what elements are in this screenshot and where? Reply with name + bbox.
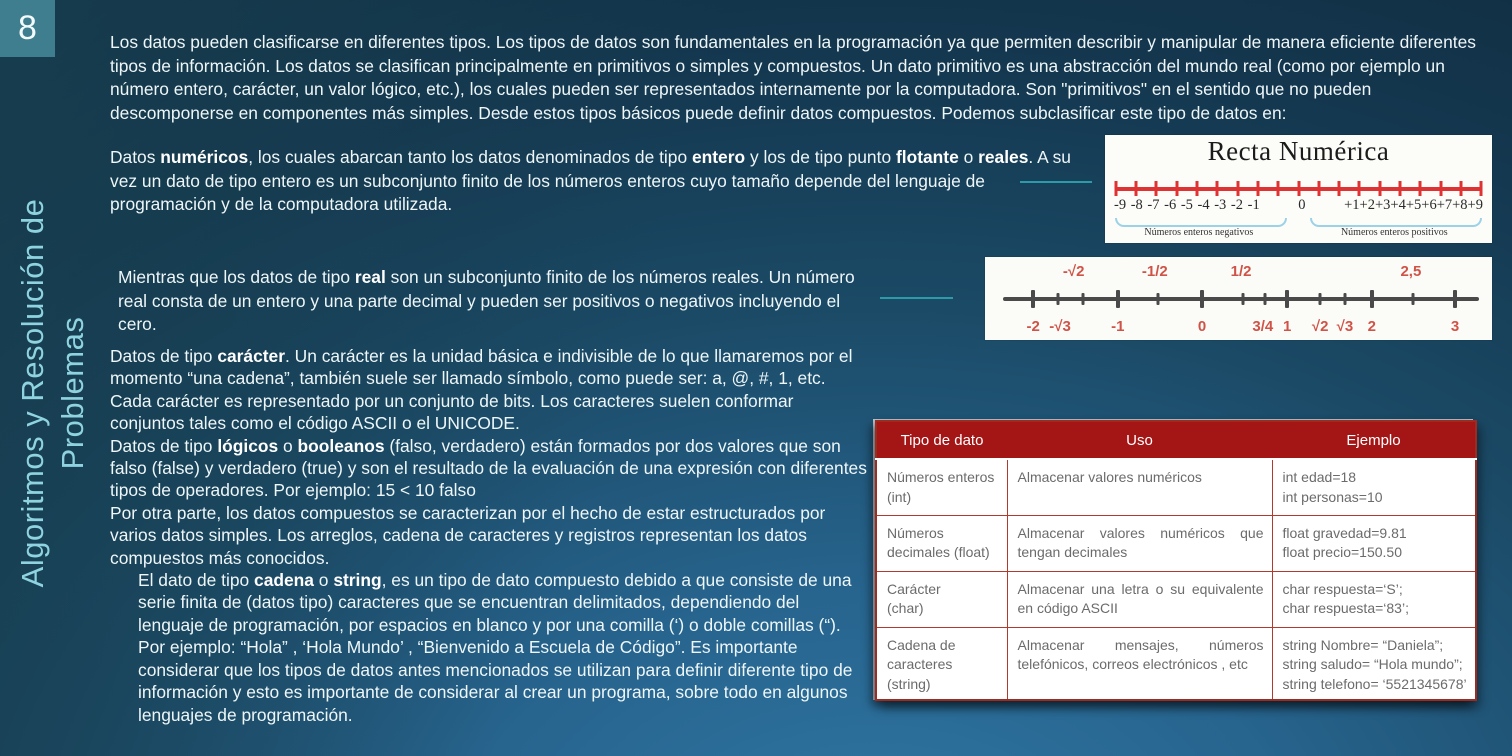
real-tick: [1263, 293, 1266, 305]
bold-term: entero: [691, 147, 746, 167]
bold-term: booleanos: [297, 435, 385, 456]
bold-term: flotante: [895, 147, 959, 167]
text-segment: Datos: [110, 147, 161, 167]
text-segment: son un subconjunto finito de los números reales. Un número real consta de un entero y una parte decimal y pueden ser positivos o negativos incluyendo el cero.: [118, 267, 855, 335]
paragraph-caracter: [110, 345, 868, 435]
cell-uso: Almacenar mensajes, números telefónicos, correos electrónicos , etc: [1007, 627, 1272, 700]
text-segment: Datos de tipo: [110, 346, 218, 366]
cell-uso: Almacenar una letra o su equivalente en código ASCII: [1007, 571, 1272, 627]
paragraph-numericos: [110, 146, 1075, 217]
cell-uso: Almacenar valores numéricos: [1007, 459, 1272, 515]
text-segment: , es un tipo de dato compuesto debido a que consiste de una serie finita de (datos tipo) caracteres que se encuentran delimitados, dependiendo del lenguaje de programación, por espacios en blanco y por una comilla (‘) o doble comillas (“). Por ejemplo: “Hola” , ‘Hola Mundo’ , “Bienvenido a Escuela de Código”. Es importante considerar que los tipos de datos antes mencionados se utilizan para definir diferente tipo de información y esto es importante de considerar al crear un programa, sobre todo en algunos lenguajes de programación.: [138, 570, 853, 725]
real-label-below: 3: [1450, 318, 1460, 335]
text-segment: Los datos pueden clasificarse en diferentes tipos. Los tipos de datos son fundamentales en la programación ya que permiten describir y manipular de manera eficiente diferentes tipos de información. Los datos se clasifican principalmente en primitivos o simples y compuestos. Un dato primitivo es una abstracción del mundo real (como por ejemplo un número entero, carácter, un valor lógico, etc.), los cuales pueden ser representados internamente por la computadora. Son "primitivos" en el sentido que no pueden descomponerse en componentes más simples. Desde estos tipos básicos puede definir datos compuestos. Podemos subclasificar este tipo de datos en:: [110, 32, 1476, 123]
text-segment: o: [278, 435, 298, 456]
cell-tipo: Números enteros (int): [876, 459, 1007, 515]
text-segment: . A su vez un dato de tipo entero es un subconjunto finito de los números enteros cuyo tamaño depende del lenguaje de programación y de la computadora utilizada.: [110, 147, 1071, 215]
integer-number-labels: [1105, 197, 1492, 214]
left-brace: [1115, 218, 1287, 227]
bold-term: real: [354, 267, 386, 287]
real-label-above: -1/2: [1141, 263, 1168, 280]
header-tipo-de-dato: Tipo de dato: [876, 421, 1007, 459]
real-tick: [1370, 290, 1374, 308]
real-label-below: √2: [1311, 318, 1329, 335]
vertical-title: [13, 113, 99, 673]
paragraph-intro: [110, 31, 1498, 125]
text-segment: (falso, verdadero) están formados por dos valores que son falso (false) y verdadero (true) y son el resultado de la evaluación de una expresión con diferentes tipos de operadores. Por ejemplo: 15 < 10 falso: [110, 435, 867, 501]
real-tick: [1411, 293, 1414, 305]
real-label-below: 2: [1367, 318, 1376, 335]
text-segment: o: [313, 570, 334, 591]
table-row: [876, 515, 1476, 571]
zero-label: 0: [1298, 197, 1306, 213]
table-row: [876, 459, 1476, 515]
paragraph-compuestos: [110, 502, 868, 569]
real-tick: [1081, 293, 1084, 305]
real-tick: [1116, 290, 1120, 308]
data-types-table-wrap: [875, 420, 1475, 701]
text-block: [110, 345, 868, 726]
paragraph-reales: [118, 266, 868, 337]
text-segment: Mientras que los datos de tipo: [118, 267, 355, 287]
real-label-above: 1/2: [1230, 263, 1252, 280]
integer-number-line-bar: [1115, 187, 1483, 191]
vertical-title-line1: Algoritmos y Resolución de: [15, 198, 50, 588]
right-brace: [1310, 218, 1482, 227]
real-tick: [1156, 293, 1159, 305]
text-segment: y los de tipo punto: [745, 147, 896, 167]
header-uso: Uso: [1007, 421, 1272, 459]
real-tick: [1031, 290, 1035, 308]
page-number: 8: [18, 9, 37, 47]
header-ejemplo: Ejemplo: [1272, 421, 1476, 459]
text-segment: Por otra parte, los datos compuestos se caracterizan por el hecho de estar estructurados por varios datos simples. Los arreglos, cadena de caracteres y registros representan los datos compuestos más conocidos.: [110, 502, 826, 568]
real-label-below: 1: [1283, 318, 1292, 335]
real-tick: [1057, 293, 1060, 305]
negative-integers-label: -9 -8 -7 -6 -5 -4 -3 -2 -1: [1114, 197, 1260, 213]
text-segment: , los cuales abarcan tanto los datos denominados de tipo: [248, 147, 692, 167]
cell-ejemplo: int edad=18 int personas=10: [1272, 459, 1476, 515]
real-label-below: 3/4: [1252, 318, 1274, 335]
vertical-title-line2: Problemas: [54, 316, 90, 470]
table-row: [876, 571, 1476, 627]
data-types-table: [875, 420, 1477, 701]
real-tick: [1453, 290, 1457, 308]
cell-ejemplo: string Nombre= “Daniela”; string saludo= “Hola mundo”; string telefono= ‘5521345678’: [1272, 627, 1476, 700]
real-tick: [1200, 290, 1204, 308]
real-label-below: √3: [1336, 318, 1354, 335]
positive-brace-label: Números enteros positivos: [1340, 227, 1448, 238]
real-tick: [1319, 293, 1322, 305]
table-row: [876, 627, 1476, 700]
recta-real-image: [985, 257, 1492, 340]
negative-brace-label: Números enteros negativos: [1144, 227, 1254, 238]
recta-numerica-title: Recta Numérica: [1207, 136, 1390, 166]
real-label-below: -2: [1026, 318, 1040, 335]
bold-term: cadena: [254, 570, 314, 591]
real-label-below: -1: [1111, 318, 1125, 335]
page-number-badge: [0, 0, 55, 57]
connector-line-reales: [880, 297, 953, 299]
real-tick: [1343, 293, 1346, 305]
recta-numerica-image: [1105, 135, 1492, 243]
text-segment: El dato de tipo: [138, 570, 255, 591]
positive-integers-label: +1+2+3+4+5+6+7+8+9: [1344, 197, 1483, 213]
cell-tipo: Cadena de caracteres (string): [876, 627, 1007, 700]
cell-ejemplo: char respuesta=‘S’; char respuesta=‘83’;: [1272, 571, 1476, 627]
cell-tipo: Números decimales (float): [876, 515, 1007, 571]
cell-uso: Almacenar valores numéricos que tengan decimales: [1007, 515, 1272, 571]
real-label-below: -√3: [1049, 318, 1071, 335]
cell-ejemplo: float gravedad=9.81 float precio=150.50: [1272, 515, 1476, 571]
text-segment: o: [958, 147, 979, 167]
real-tick: [1285, 290, 1289, 308]
bold-term: carácter: [217, 346, 285, 366]
paragraph-logicos: [110, 435, 868, 502]
bold-term: lógicos: [217, 435, 279, 456]
real-label-below: 0: [1197, 318, 1207, 335]
real-tick: [1242, 293, 1245, 305]
real-label-above: 2,5: [1400, 263, 1422, 280]
cell-tipo: Carácter (char): [876, 571, 1007, 627]
connector-line-numericos: [1020, 181, 1092, 183]
bold-term: string: [333, 570, 382, 591]
text-segment: . Un carácter es la unidad básica e indivisible de lo que llamaremos por el momento “una cadena”, también suele ser llamado símbolo, como puede ser: a, @, #, 1, etc. Cada carácter es representado por un conjunto de bits. Los caracteres suelen conformar conjuntos tales como el código ASCII o el UNICODE.: [110, 346, 853, 434]
bold-term: numéricos: [160, 147, 249, 167]
text-segment: Datos de tipo: [110, 435, 218, 456]
paragraph-cadena: [138, 569, 868, 726]
bold-term: reales: [978, 147, 1029, 167]
table-header-row: [876, 421, 1476, 459]
real-label-above: -√2: [1062, 263, 1085, 280]
